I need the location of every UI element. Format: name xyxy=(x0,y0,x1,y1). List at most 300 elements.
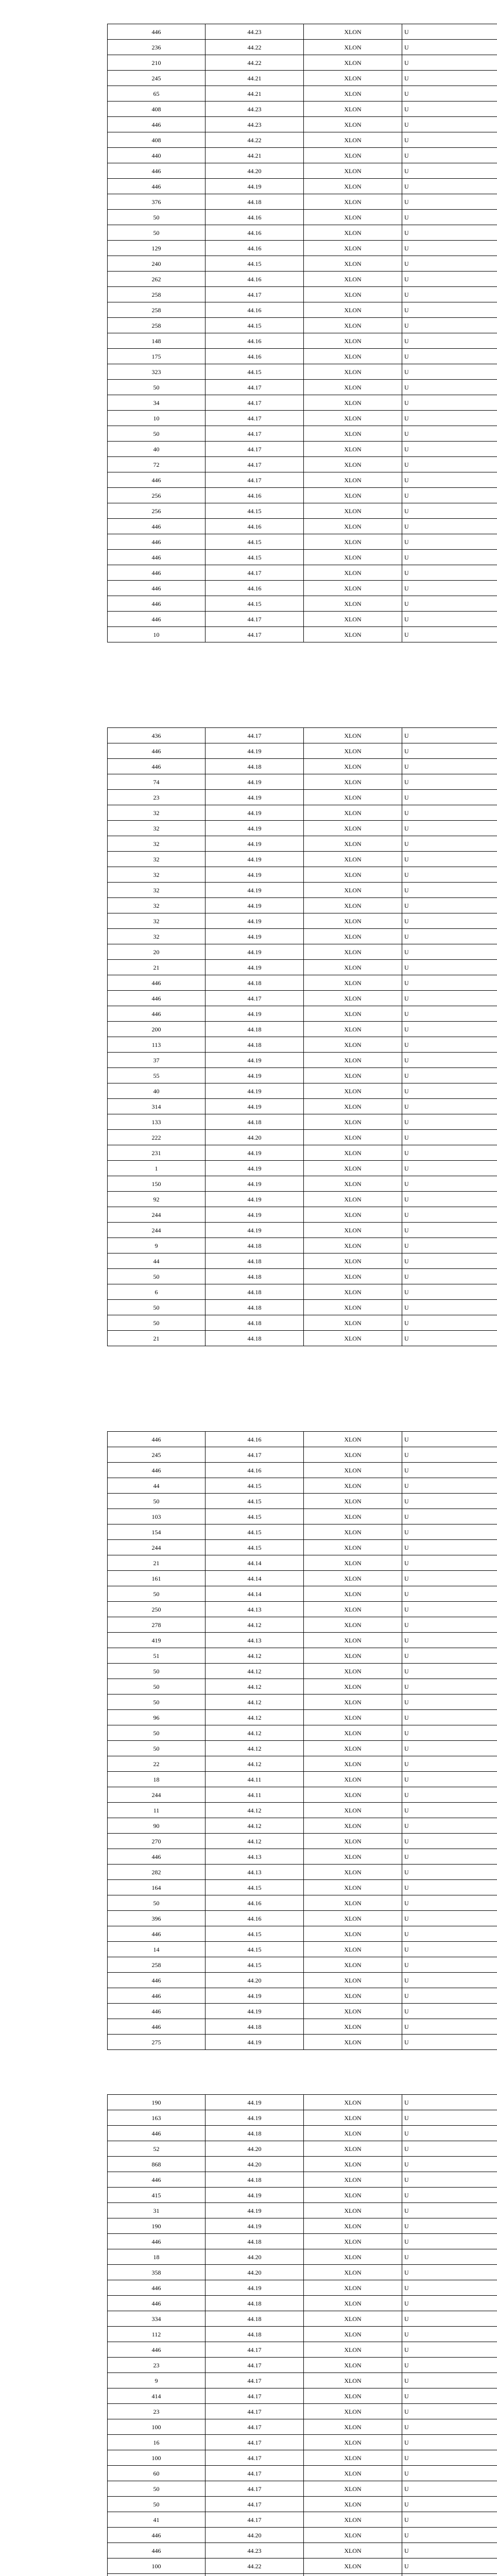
quantity-cell: 446 xyxy=(108,1849,205,1865)
venue-cell: XLON xyxy=(303,1540,402,1555)
table-row xyxy=(108,2342,497,2358)
table-row xyxy=(108,774,497,790)
table-row xyxy=(108,1053,497,1068)
venue-cell: XLON xyxy=(303,2188,402,2203)
quantity-cell: 250 xyxy=(108,1602,205,1617)
quantity-cell: 446 xyxy=(108,2126,205,2141)
venue-cell: XLON xyxy=(303,1988,402,2004)
table-row xyxy=(108,2543,497,2558)
extra-cell: U xyxy=(402,225,497,241)
extra-cell: U xyxy=(402,457,497,472)
venue-cell: XLON xyxy=(303,101,402,117)
price-cell: 44.19 xyxy=(205,913,303,929)
quantity-cell: 256 xyxy=(108,488,205,503)
quantity-cell: 446 xyxy=(108,565,205,581)
table-row xyxy=(108,836,497,852)
venue-cell: XLON xyxy=(303,1176,402,1192)
quantity-cell: 22 xyxy=(108,1756,205,1772)
quantity-cell: 190 xyxy=(108,2218,205,2234)
venue-cell: XLON xyxy=(303,1006,402,1022)
price-cell: 44.17 xyxy=(205,472,303,488)
quantity-cell: 65 xyxy=(108,86,205,101)
quantity-cell: 446 xyxy=(108,2234,205,2249)
venue-cell: XLON xyxy=(303,349,402,364)
venue-cell: XLON xyxy=(303,179,402,194)
table-row xyxy=(108,117,497,132)
price-cell: 44.17 xyxy=(205,2342,303,2358)
venue-cell: XLON xyxy=(303,256,402,272)
quantity-cell: 868 xyxy=(108,2157,205,2172)
table-row xyxy=(108,488,497,503)
table-row xyxy=(108,2419,497,2435)
table-row xyxy=(108,991,497,1006)
price-cell: 44.17 xyxy=(205,2435,303,2450)
price-cell: 44.19 xyxy=(205,2110,303,2126)
extra-cell: U xyxy=(402,2110,497,2126)
quantity-cell: 50 xyxy=(108,1269,205,1284)
price-cell: 44.22 xyxy=(205,2558,303,2574)
extra-cell: U xyxy=(402,2249,497,2265)
venue-cell: XLON xyxy=(303,1331,402,1346)
quantity-cell: 446 xyxy=(108,2004,205,2019)
quantity-cell: 50 xyxy=(108,1725,205,1741)
price-cell: 44.18 xyxy=(205,1114,303,1130)
extra-cell: U xyxy=(402,2203,497,2218)
price-cell: 44.22 xyxy=(205,40,303,55)
quantity-cell: 446 xyxy=(108,2528,205,2543)
quantity-cell: 150 xyxy=(108,1176,205,1192)
venue-cell: XLON xyxy=(303,457,402,472)
quantity-cell: 31 xyxy=(108,2203,205,2218)
table-row xyxy=(108,194,497,210)
price-cell: 44.16 xyxy=(205,1911,303,1926)
table-row xyxy=(108,1099,497,1114)
venue-cell: XLON xyxy=(303,40,402,55)
price-cell: 44.12 xyxy=(205,1648,303,1664)
extra-cell: U xyxy=(402,728,497,743)
extra-cell: U xyxy=(402,1895,497,1911)
table-row xyxy=(108,1068,497,1083)
table-row xyxy=(108,790,497,805)
price-cell: 44.15 xyxy=(205,318,303,333)
table-row xyxy=(108,1865,497,1880)
venue-cell: XLON xyxy=(303,2157,402,2172)
quantity-cell: 148 xyxy=(108,333,205,349)
extra-cell: U xyxy=(402,1648,497,1664)
quantity-cell: 23 xyxy=(108,790,205,805)
quantity-cell: 446 xyxy=(108,581,205,596)
quantity-cell: 50 xyxy=(108,1315,205,1331)
quantity-cell: 113 xyxy=(108,1037,205,1053)
venue-cell: XLON xyxy=(303,929,402,944)
venue-cell: XLON xyxy=(303,2497,402,2512)
quantity-cell: 10 xyxy=(108,627,205,642)
quantity-cell: 23 xyxy=(108,2404,205,2419)
extra-cell: U xyxy=(402,743,497,759)
extra-cell: U xyxy=(402,1006,497,1022)
extra-cell: U xyxy=(402,960,497,975)
venue-cell: XLON xyxy=(303,2311,402,2327)
price-cell: 44.19 xyxy=(205,1223,303,1238)
venue-cell: XLON xyxy=(303,2342,402,2358)
table-row xyxy=(108,821,497,836)
quantity-cell: 446 xyxy=(108,117,205,132)
table-row xyxy=(108,1284,497,1300)
extra-cell: U xyxy=(402,2558,497,2574)
price-cell: 44.18 xyxy=(205,1238,303,1253)
venue-cell: XLON xyxy=(303,867,402,883)
price-cell: 44.19 xyxy=(205,883,303,898)
quantity-cell: 446 xyxy=(108,2342,205,2358)
venue-cell: XLON xyxy=(303,24,402,40)
table-row xyxy=(108,2528,497,2543)
price-cell: 44.17 xyxy=(205,380,303,395)
quantity-cell: 74 xyxy=(108,774,205,790)
table-row xyxy=(108,24,497,40)
quantity-cell: 446 xyxy=(108,1926,205,1942)
quantity-cell: 50 xyxy=(108,1895,205,1911)
quantity-cell: 446 xyxy=(108,975,205,991)
venue-cell: XLON xyxy=(303,1130,402,1145)
venue-cell: XLON xyxy=(303,1648,402,1664)
table-row xyxy=(108,457,497,472)
quantity-cell: 376 xyxy=(108,194,205,210)
venue-cell: XLON xyxy=(303,302,402,318)
venue-cell: XLON xyxy=(303,1478,402,1494)
extra-cell: U xyxy=(402,2141,497,2157)
quantity-cell: 50 xyxy=(108,1586,205,1602)
venue-cell: XLON xyxy=(303,913,402,929)
extra-cell: U xyxy=(402,2188,497,2203)
price-cell: 44.15 xyxy=(205,1957,303,1973)
venue-cell: XLON xyxy=(303,2172,402,2188)
venue-cell: XLON xyxy=(303,1253,402,1269)
price-cell: 44.12 xyxy=(205,1679,303,1694)
extra-cell: U xyxy=(402,1145,497,1161)
venue-cell: XLON xyxy=(303,1555,402,1571)
quantity-cell: 446 xyxy=(108,1432,205,1447)
extra-cell: U xyxy=(402,596,497,612)
price-cell: 44.15 xyxy=(205,1880,303,1895)
quantity-cell: 10 xyxy=(108,411,205,426)
venue-cell: XLON xyxy=(303,1022,402,1037)
trade-table xyxy=(107,1431,497,2050)
table-row xyxy=(108,2188,497,2203)
extra-cell: U xyxy=(402,1161,497,1176)
table-row xyxy=(108,1022,497,1037)
price-cell: 44.12 xyxy=(205,1803,303,1818)
quantity-cell: 50 xyxy=(108,426,205,442)
venue-cell: XLON xyxy=(303,743,402,759)
price-cell: 44.18 xyxy=(205,2019,303,2035)
extra-cell: U xyxy=(402,272,497,287)
extra-cell: U xyxy=(402,2419,497,2435)
table-row xyxy=(108,1617,497,1633)
price-cell: 44.19 xyxy=(205,2203,303,2218)
venue-cell: XLON xyxy=(303,163,402,179)
venue-cell xyxy=(303,2574,402,2576)
extra-cell: U xyxy=(402,519,497,534)
quantity-cell: 231 xyxy=(108,1145,205,1161)
quantity-cell: 32 xyxy=(108,805,205,821)
extra-cell: U xyxy=(402,101,497,117)
extra-cell: U xyxy=(402,1957,497,1973)
quantity-cell: 446 xyxy=(108,534,205,550)
venue-cell: XLON xyxy=(303,975,402,991)
table-row xyxy=(108,148,497,163)
extra-cell: U xyxy=(402,333,497,349)
price-cell: 44.19 xyxy=(205,805,303,821)
extra-cell: U xyxy=(402,2172,497,2188)
quantity-cell: 34 xyxy=(108,395,205,411)
price-cell xyxy=(205,2574,303,2576)
price-cell: 44.19 xyxy=(205,944,303,960)
venue-cell: XLON xyxy=(303,1942,402,1957)
price-cell: 44.18 xyxy=(205,2311,303,2327)
quantity-cell: 190 xyxy=(108,2095,205,2110)
price-cell: 44.15 xyxy=(205,503,303,519)
venue-cell: XLON xyxy=(303,117,402,132)
extra-cell: U xyxy=(402,1192,497,1207)
extra-cell: U xyxy=(402,2528,497,2543)
extra-cell: U xyxy=(402,2342,497,2358)
venue-cell: XLON xyxy=(303,1053,402,1068)
extra-cell: U xyxy=(402,1725,497,1741)
price-cell: 44.19 xyxy=(205,774,303,790)
price-cell: 44.14 xyxy=(205,1586,303,1602)
table-row xyxy=(108,1648,497,1664)
quantity-cell: 446 xyxy=(108,1006,205,1022)
table-row xyxy=(108,2157,497,2172)
extra-cell: U xyxy=(402,117,497,132)
price-cell: 44.17 xyxy=(205,2404,303,2419)
quantity-cell: 245 xyxy=(108,71,205,86)
price-cell: 44.18 xyxy=(205,975,303,991)
venue-cell: XLON xyxy=(303,944,402,960)
quantity-cell: 244 xyxy=(108,1540,205,1555)
table-row xyxy=(108,2512,497,2528)
table-row xyxy=(108,1602,497,1617)
quantity-cell: 244 xyxy=(108,1223,205,1238)
extra-cell: U xyxy=(402,1130,497,1145)
quantity-cell: 51 xyxy=(108,1648,205,1664)
table-row xyxy=(108,1926,497,1942)
venue-cell: XLON xyxy=(303,426,402,442)
venue-cell: XLON xyxy=(303,287,402,302)
table-row xyxy=(108,550,497,565)
venue-cell: XLON xyxy=(303,1238,402,1253)
price-cell: 44.15 xyxy=(205,1926,303,1942)
venue-cell: XLON xyxy=(303,1315,402,1331)
quantity-cell: 40 xyxy=(108,442,205,457)
extra-cell: U xyxy=(402,2543,497,2558)
quantity-cell: 419 xyxy=(108,1633,205,1648)
table-row xyxy=(108,1710,497,1725)
table-row xyxy=(108,2311,497,2327)
table-row xyxy=(108,852,497,867)
venue-cell: XLON xyxy=(303,1509,402,1524)
quantity-cell: 18 xyxy=(108,2249,205,2265)
price-cell: 44.17 xyxy=(205,565,303,581)
quantity-cell: 323 xyxy=(108,364,205,380)
venue-cell: XLON xyxy=(303,2435,402,2450)
extra-cell: U xyxy=(402,612,497,627)
venue-cell: XLON xyxy=(303,1756,402,1772)
extra-cell: U xyxy=(402,1911,497,1926)
table-row xyxy=(108,472,497,488)
quantity-cell: 16 xyxy=(108,2435,205,2450)
venue-cell: XLON xyxy=(303,380,402,395)
venue-cell: XLON xyxy=(303,2249,402,2265)
table-row xyxy=(108,1772,497,1787)
venue-cell: XLON xyxy=(303,790,402,805)
price-cell: 44.12 xyxy=(205,1617,303,1633)
extra-cell: U xyxy=(402,883,497,898)
price-cell: 44.17 xyxy=(205,442,303,457)
price-cell: 44.19 xyxy=(205,852,303,867)
extra-cell: U xyxy=(402,2265,497,2280)
venue-cell: XLON xyxy=(303,194,402,210)
price-cell: 44.18 xyxy=(205,2327,303,2342)
price-cell: 44.18 xyxy=(205,2172,303,2188)
extra-cell: U xyxy=(402,2218,497,2234)
price-cell: 44.15 xyxy=(205,364,303,380)
table-row xyxy=(108,1803,497,1818)
extra-cell: U xyxy=(402,1053,497,1068)
extra-cell: U xyxy=(402,395,497,411)
price-cell: 44.23 xyxy=(205,2543,303,2558)
extra-cell: U xyxy=(402,163,497,179)
price-cell: 44.17 xyxy=(205,627,303,642)
venue-cell: XLON xyxy=(303,2141,402,2157)
table-row xyxy=(108,1207,497,1223)
price-cell: 44.19 xyxy=(205,790,303,805)
extra-cell: U xyxy=(402,55,497,71)
quantity-cell: 163 xyxy=(108,2110,205,2126)
price-cell: 44.19 xyxy=(205,821,303,836)
quantity-cell: 21 xyxy=(108,1555,205,1571)
quantity-cell: 133 xyxy=(108,1114,205,1130)
table-row xyxy=(108,1586,497,1602)
venue-cell: XLON xyxy=(303,503,402,519)
extra-cell: U xyxy=(402,1269,497,1284)
table-row xyxy=(108,1555,497,1571)
table-row xyxy=(108,1725,497,1741)
price-cell: 44.17 xyxy=(205,411,303,426)
extra-cell: U xyxy=(402,991,497,1006)
price-cell: 44.20 xyxy=(205,2528,303,2543)
table-row xyxy=(108,2218,497,2234)
trade-table xyxy=(107,727,497,1346)
extra-cell: U xyxy=(402,2327,497,2342)
venue-cell: XLON xyxy=(303,2110,402,2126)
price-cell: 44.18 xyxy=(205,1253,303,1269)
venue-cell: XLON xyxy=(303,1432,402,1447)
venue-cell: XLON xyxy=(303,1145,402,1161)
venue-cell: XLON xyxy=(303,488,402,503)
venue-cell: XLON xyxy=(303,2388,402,2404)
extra-cell: U xyxy=(402,550,497,565)
price-cell: 44.20 xyxy=(205,2265,303,2280)
quantity-cell: 440 xyxy=(108,148,205,163)
price-cell: 44.17 xyxy=(205,2358,303,2373)
price-cell: 44.17 xyxy=(205,991,303,1006)
extra-cell: U xyxy=(402,898,497,913)
price-cell: 44.13 xyxy=(205,1633,303,1648)
price-cell: 44.20 xyxy=(205,163,303,179)
quantity-cell: 32 xyxy=(108,852,205,867)
table-row xyxy=(108,2141,497,2157)
table-row xyxy=(108,883,497,898)
extra-cell: U xyxy=(402,1633,497,1648)
table-row xyxy=(108,2435,497,2450)
extra-cell: U xyxy=(402,1741,497,1756)
price-cell: 44.19 xyxy=(205,743,303,759)
quantity-cell: 1 xyxy=(108,1161,205,1176)
quantity-cell: 446 xyxy=(108,2296,205,2311)
venue-cell: XLON xyxy=(303,774,402,790)
table-row xyxy=(108,1478,497,1494)
extra-cell: U xyxy=(402,318,497,333)
price-cell: 44.17 xyxy=(205,728,303,743)
table-row xyxy=(108,929,497,944)
price-cell: 44.19 xyxy=(205,1145,303,1161)
quantity-cell: 112 xyxy=(108,2327,205,2342)
price-cell: 44.18 xyxy=(205,1331,303,1346)
table-row xyxy=(108,1957,497,1973)
table-row xyxy=(108,395,497,411)
table-row xyxy=(108,2404,497,2419)
price-cell: 44.21 xyxy=(205,148,303,163)
venue-cell: XLON xyxy=(303,1880,402,1895)
price-cell: 44.19 xyxy=(205,1176,303,1192)
extra-cell: U xyxy=(402,179,497,194)
extra-cell: U xyxy=(402,1602,497,1617)
quantity-cell: 129 xyxy=(108,241,205,256)
table-row xyxy=(108,1818,497,1834)
venue-cell: XLON xyxy=(303,1911,402,1926)
venue-cell: XLON xyxy=(303,581,402,596)
venue-cell: XLON xyxy=(303,1463,402,1478)
quantity-cell: 164 xyxy=(108,1880,205,1895)
price-cell: 44.18 xyxy=(205,1315,303,1331)
price-cell: 44.12 xyxy=(205,1664,303,1679)
extra-cell: U xyxy=(402,1803,497,1818)
table-row xyxy=(108,40,497,55)
price-cell: 44.17 xyxy=(205,457,303,472)
venue-cell: XLON xyxy=(303,1494,402,1509)
price-cell: 44.22 xyxy=(205,132,303,148)
venue-cell: XLON xyxy=(303,210,402,225)
venue-cell: XLON xyxy=(303,898,402,913)
quantity-cell: 396 xyxy=(108,1911,205,1926)
quantity-cell: 408 xyxy=(108,101,205,117)
extra-cell: U xyxy=(402,71,497,86)
table-row xyxy=(108,1880,497,1895)
table-row xyxy=(108,163,497,179)
price-cell: 44.13 xyxy=(205,1849,303,1865)
extra-cell: U xyxy=(402,2435,497,2450)
quantity-cell: 50 xyxy=(108,1679,205,1694)
table-row xyxy=(108,411,497,426)
quantity-cell: 275 xyxy=(108,2035,205,2050)
price-cell: 44.19 xyxy=(205,867,303,883)
venue-cell: XLON xyxy=(303,1602,402,1617)
price-cell: 44.15 xyxy=(205,596,303,612)
extra-cell: U xyxy=(402,805,497,821)
quantity-cell: 23 xyxy=(108,2358,205,2373)
extra-cell: U xyxy=(402,148,497,163)
